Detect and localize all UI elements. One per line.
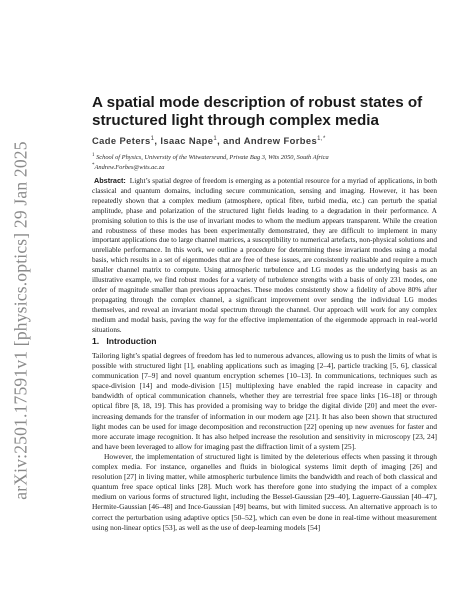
author-affiliation-mark: 1 [150, 135, 155, 142]
affiliation-mark: 1 [92, 153, 95, 158]
author-separator: , [154, 135, 158, 146]
section-number: 1. [92, 336, 100, 346]
body-paragraph: However, the implementation of structured light is limited by the deleterious effects when passing it through complex media. For instance, organelles and fluids in biological systems limit depth of imaging [26] and resolution [27] in living matter, while atmospheric turbulence limits the bandwidth and reach of both classical and quantum free space optical links [28]. Much work has therefore gone into studying the impact of a complex medium on various forms of structured light, including the Bessel-Gaussian [29–40], Laguerre-Gaussian [40–47], Hermite-Gaussian [46–48] and Ince-Gaussian [49] beams, but with limited success. An alternative approach is to correct the perturbation using adaptive optics [50–52], which can even be done in real-time without measurement using non-linear optics [53], as well as the use of deep-learning models [54] [92, 451, 437, 532]
abstract-label: Abstract: [94, 176, 126, 185]
body-paragraph: Tailoring light’s spatial degrees of freedom has led to numerous advances, allowing us to push the limits of what is possible with structured light [1], enabling applications such as imaging [2–4], particle tracking [5, 6], classical communication [7–9] and novel quantum encryption schemes [10–13]. In communications, techniques such as space-division [14] and mode-division [15] multiplexing have enabled the rapid increase in capacity and bandwidth of optical communication channels, whether they are terrestrial free space links [16–18] or through optical fibre [8, 18, 19]. This has provided a promising way to bridge the digital divide [20] and meet the ever-increasing demands for the transfer of information in our modern age [21]. It has also been shown that structured light modes can be used for image decomposition and reconstruction [22] opening up new avenues for faster and more accurate image recognition. It has also helped increase the resolution and sensitivity in microscopy [23, 24] and have been leveraged to allow for imaging past the diffraction limit of a system [25]. [92, 351, 437, 451]
author-name: Isaac Nape [160, 135, 214, 146]
author-affiliation-mark: 1 [213, 135, 218, 142]
corresponding-email: Andrew.Forbes@wits.ac.za [94, 164, 165, 172]
section-title: Introduction [106, 336, 157, 346]
arxiv-identifier-text: arXiv:2501.17591v1 [physics.optics] 29 Jan 2025 [10, 140, 31, 500]
abstract-text: Light’s spatial degree of freedom is emerging as a potential resource for a myriad of applications, in both classical and quantum domains, including secure communication, sensing and imaging. However, it has been repeatedly shown that a complex medium (atmosphere, optical fibre, turbid media, etc.) can perturb the spatial amplitude, phase and polarization of the structured light fields leading to a degradation in their performance. A promising solution to this is the use of invariant modes to whom the medium appears transparent. While the creation and robustness of these modes has been experimentally demonstrated, they are difficult to implement in many important applications due to large channel matrices, a susceptibility to numerical artefacts, non-physical solutions and unreliable performance. In this work, we outline a procedure for determining these invariant modes using a modal basis, which results in a set of eigenmodes that are free of these issues, are consistently realisable and require a much smaller channel matrix to compute. Using atmospheric turbulence and LG modes as the underlying basis as an illustrative example, we find robust modes for a variety of turbulence strengths with a basis of only 231 modes, one order of magnitude smaller than previous approaches. These modes consistently show a fidelity of above 80% after propagating through the complex channel, a significant improvement over sending the individual LG modes themselves, and reveal an invariant modal spectrum through the channel. Our approach will work for any complex medium and modal basis, paving the way for the effective implementation of the eigenmode approach in real-world situations. [92, 177, 437, 334]
affiliation-block [92, 152, 437, 172]
affiliation-text: School of Physics, University of the Witwatersrand, Private Bag 3, Wits 2050, South Africa [96, 154, 329, 162]
author-name: Cade Peters [92, 135, 151, 146]
author-conjunction: and [223, 135, 242, 146]
author-affiliation-mark: 1,* [317, 135, 326, 142]
affiliation-line [92, 152, 437, 162]
introduction-body [92, 351, 437, 533]
author-list [92, 135, 437, 146]
email-mark: * [92, 163, 95, 169]
author-separator: , [217, 135, 221, 146]
author-name: Andrew Forbes [243, 135, 318, 146]
abstract [92, 176, 437, 336]
paper-title: A spatial mode description of robust states of structured light through complex media [92, 94, 423, 129]
arxiv-identifier-stamp [6, 100, 36, 540]
email-line [92, 162, 437, 172]
section-heading [92, 336, 437, 346]
